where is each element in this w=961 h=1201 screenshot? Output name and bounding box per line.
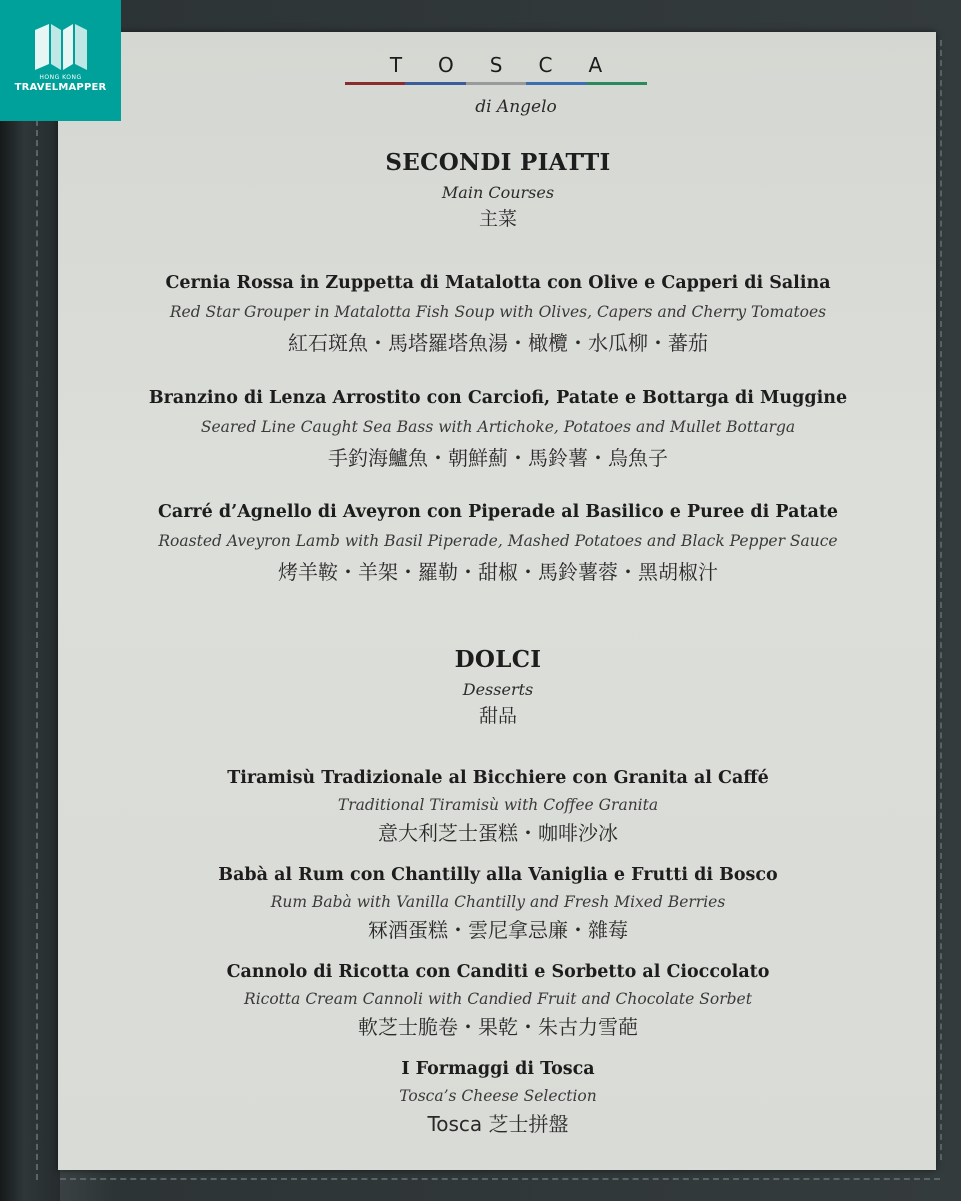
dish-name-italian: Babà al Rum con Chantilly alla Vaniglia e Frutti di Bosco bbox=[218, 865, 778, 885]
section-title: DOLCI bbox=[454, 646, 542, 673]
dish-name-english: Traditional Tiramisù with Coffee Granita bbox=[337, 796, 659, 814]
brand-name: TOSCA bbox=[389, 53, 639, 77]
section-subtitle-en: Main Courses bbox=[441, 183, 555, 202]
restaurant-logo bbox=[345, 52, 647, 117]
menu-item bbox=[60, 500, 936, 586]
dish-name-italian: Carré d’Agnello di Aveyron con Piperade al Basilico e Puree di Patate bbox=[157, 502, 839, 522]
dish-name-english: Roasted Aveyron Lamb with Basil Piperade, Mashed Potatoes and Black Pepper Sauce bbox=[158, 532, 838, 550]
stitching-bottom bbox=[60, 1178, 940, 1180]
dish-name-italian: Tiramisù Tradizionale al Bicchiere con Granita al Caffé bbox=[227, 768, 769, 788]
brand-color-bar bbox=[345, 82, 647, 85]
folder-spine bbox=[0, 0, 60, 1201]
dish-name-english: Ricotta Cream Cannoli with Candied Fruit and Chocolate Sorbet bbox=[244, 990, 752, 1008]
brand-bar-segment bbox=[466, 82, 526, 85]
dish-name-chinese: 烤羊鞍・羊架・羅勒・甜椒・馬鈴薯蓉・黑胡椒汁 bbox=[278, 560, 718, 584]
section-subtitle-zh: 甜品 bbox=[478, 705, 517, 727]
dish-name-chinese: 意大利芝士蛋糕・咖啡沙冰 bbox=[378, 821, 618, 845]
brand-bar-segment bbox=[587, 82, 647, 85]
menu-item bbox=[60, 1057, 936, 1138]
brand-bar-segment bbox=[345, 82, 405, 85]
stitching-left bbox=[36, 120, 38, 1180]
menu-item bbox=[60, 386, 936, 472]
menu-item bbox=[60, 271, 936, 357]
brand-subtitle: di Angelo bbox=[475, 97, 557, 117]
dish-name-italian: I Formaggi di Tosca bbox=[401, 1059, 595, 1079]
section-header-secondi bbox=[60, 148, 936, 232]
dish-name-chinese: 手釣海鱸魚・朝鮮薊・馬鈴薯・烏魚子 bbox=[328, 446, 668, 470]
section-subtitle-en: Desserts bbox=[462, 680, 534, 699]
dish-name-chinese: 冧酒蛋糕・雲尼拿忌廉・雜莓 bbox=[368, 918, 628, 942]
dish-name-italian: Cernia Rossa in Zuppetta di Matalotta con Olive e Capperi di Salina bbox=[165, 273, 831, 293]
dish-name-chinese: 紅石斑魚・馬塔羅塔魚湯・橄欖・水瓜柳・蕃茄 bbox=[288, 331, 708, 355]
section-title: SECONDI PIATTI bbox=[385, 149, 611, 176]
dish-name-english: Rum Babà with Vanilla Chantilly and Fresh Mixed Berries bbox=[270, 893, 726, 911]
brand-bar-segment bbox=[405, 82, 465, 85]
stitching-right bbox=[940, 40, 942, 1160]
menu-item bbox=[60, 960, 936, 1041]
watermark-line1: HONG KONG bbox=[39, 74, 82, 81]
menu-item bbox=[60, 863, 936, 944]
watermark-line2: TRAVELMAPPER bbox=[14, 82, 107, 93]
dish-name-chinese: Tosca 芝士拼盤 bbox=[427, 1112, 569, 1136]
dish-name-english: Tosca’s Cheese Selection bbox=[399, 1087, 597, 1105]
dish-name-italian: Cannolo di Ricotta con Canditi e Sorbetto al Cioccolato bbox=[226, 962, 770, 982]
dish-name-english: Red Star Grouper in Matalotta Fish Soup with Olives, Capers and Cherry Tomatoes bbox=[169, 303, 827, 321]
dish-name-chinese: 軟芝士脆卷・果乾・朱古力雪葩 bbox=[358, 1015, 638, 1039]
dish-name-italian: Branzino di Lenza Arrostito con Carciofi, Patate e Bottarga di Muggine bbox=[148, 388, 848, 408]
section-subtitle-zh: 主菜 bbox=[478, 208, 517, 230]
dish-name-english: Seared Line Caught Sea Bass with Artichoke, Potatoes and Mullet Bottarga bbox=[200, 418, 796, 436]
section-header-dolci bbox=[60, 645, 936, 729]
brand-bar-segment bbox=[526, 82, 586, 85]
menu-item bbox=[60, 766, 936, 847]
map-book-icon bbox=[33, 24, 89, 70]
watermark-badge bbox=[0, 0, 121, 121]
